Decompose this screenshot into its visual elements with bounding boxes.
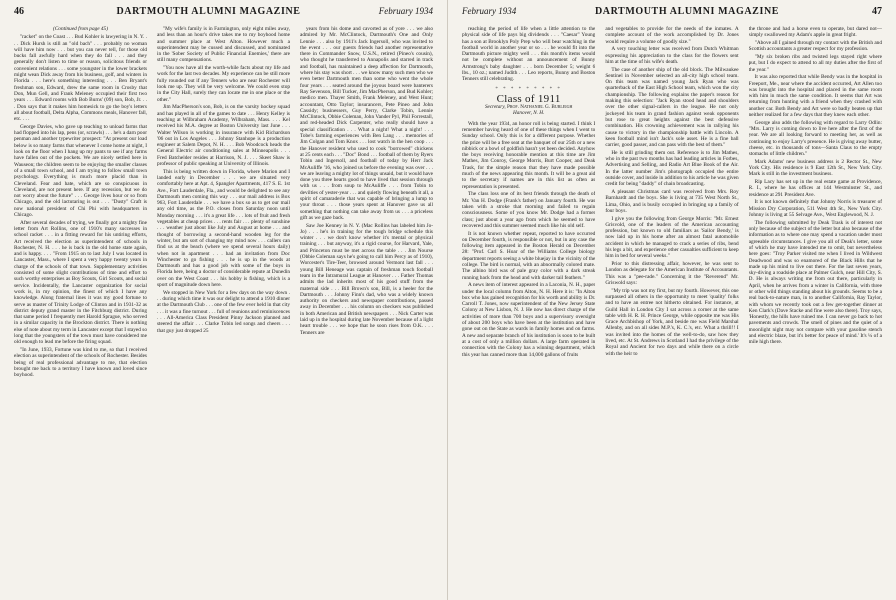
page-number: 47 [872,6,882,17]
paragraph: "Above all I gained through my contact with the British and Scottish accountants a greater respect for my profession. [748,39,882,53]
right-page [448,0,896,600]
issue-date: February 1934 [462,6,517,16]
paragraph: the throne and had a horse even to operate, but dared not—simply swallowed my Adam's apple in great fright. [748,26,882,39]
paragraph: After several decades of trying, we finally got a mighty fine letter from Art Rollins, one of 1910's many successes in school racket . . . in a fitting reward for his untiring efforts, Art received the election as superintendent of schools in Rochester, N. H. . . . he is back in the old home state again, and is happy. . . . "From 1915 on to last July I was located in Lancaster, Mass., where I spent a very happy twenty years in charge of the schools of that town. Supplementary activities consisted of some slight contributions of time and effort to such worthy enterprises as Boy Scouts, Girl Scouts, and social service. Incidentally, the Lancaster organization for social work is, in my opinion, the finest of which I have any knowledge. Along fraternal lines it was my good fortune to serve as master of Trinity Lodge of Clinton and in 1931-32 as district deputy grand master in the Fitchburg district. During that same period I frequently met Harold Sprague, who served in a similar capacity in the Brockton district. There is nothing else of note about my term in Lancaster except that I stayed so long that the youngsters of the town must have considered me old enough to lead me before the firing squad. [14,219,147,346]
left-page-columns [14,26,433,598]
text-column [749,26,882,598]
paragraph: "You now have all the worth-while facts about my life and work for the last two decades. My experience can be still more fully rounded out if any Tenners who are near Rochester will look me up. They will be very welcome. We could even stop in the City Hall, surely they can locate me in one place or the other." [157,65,290,103]
paragraph: This is being written down in Florida, where Marion and I landed early in December . . . we are situated very comfortably here at Apt. 4, Spangler Apartments, 417 S. E. 1st Ave., Fort Lauderdale, Fla., and would be delighted to see any Dartmouth men coming this way . . . our mail address is Box 963, Fort Lauderdale . . . we have a box so as to get our mail any old time, as the P.O. closes from Saturday noon until Monday morning . . . it's a great life . . . lots of fruit and fresh vegetables at cheap prices . . . rents fair . . . plenty of sunshine . . . weather just about like July and August at home . . . and thought of borrowing a second-hand wooden leg for the winter, but am sort of changing my mind now . . . callers can find us at the beach (where we spend several hours daily) when not in apartment . . . had an invitation from Doc Winchester to go fishing . . . he is up in the woods at Dartmouth and has a good job with some of the boys in Florida here, being a doctor of considerable repute at Dunedin over on the West Coast . . . his hobby is fishing, which is a sport of magnitude down here. [157,168,290,289]
paragraph: It is not known definitely that Johnny Norris is treasurer of Mission Dry Corporation, 511 West 4th St., New York City. Johnny is living at 55 Selvage Ave., West Englewood, N. J. [748,199,882,219]
paragraph: George also adds the following with regard to Larry Odlin: "Mrs. Larry is coming down to live here after the first of the year. We are all looking forward to meeting her, as well as continuing to enjoy Larry's presence. He is giving away butter, cheese, etc. in thousands of tons—Santa Claus to the empty stomachs of little children." [748,119,882,158]
paragraph: Prior to this distressing affair, however, he was sent to London as delegate for the American Institute of Accountants. This was a "pee-rade." Concerning it the "Reverend" Mr. Griswold says: [605,261,739,286]
secretary-name: Prof. Nathaniel G. Burleigh [506,104,573,111]
class-secretary [462,104,595,116]
paragraph: It is not known whether repeat, reported to have occurred on December fourth, is responsible or not, but in any case the following item appeared in the Boston Herald on December 28: "Prof. Carl S. Hoar of the Williams College biology department reports seeing a white bluejay in the vicinity of the college. The bird is normal, with an abnormally colored mate. The albino bird was of pale gray color with a dark streak running back from the head and with darker tail feathers." [462,230,596,281]
paragraph: George Davies, who gave up teaching to unload farms that had flopped into his lap, pens (or, scrawls) . . . he's a darn poor penman and another typewriter prospect: "At present our load below is so many farms that whenever I come home at night, I look on the floor when I hang up my pants to see if any farms have fallen out of the pockets. We are nicely settled here in Wauseon; the children seem to be enjoying the smaller classes of a small town school, and I am trying to follow small town psychology. Everything is much more placid than in Cleveland. Fear and hate, which are so conspicuous in Cleveland, are not present here. If any recession, but we do not worry about the future" . . . George lives hour or so from Chicago, and the old lactutaring is out . . . "Dusty" Craft is now national president of Chi Phi with headquarters in Chicago. [14,123,147,218]
paragraph: "My six broken ribs and twisted legs stayed right where put, but I do expect to attend to all my duties after the first of the year." [748,53,882,73]
paragraph: It was also reported that while Bendy was in the hospital in Freeport, Me., near where the accident occurred, Art Allen too was brought into the hospital and placed in the same room with him in much the same condition. It seems that Art was returning from hunting with a friend when they crashed with another car. Both Bendy and Art were so badly beaten up that neither realized for a few days that they knew each other. [748,74,882,119]
paragraph: A news item of interest appeared in a Laconia, N. H., paper under the local column from Alton, N. H. Here it is: "In Alton box who has gained recognition for his worth and ability is Dr. Carroll T. Jones, now superintendent of the New Jersey State Colony at New Lisbon, N. J. He now has direct charge of the activities of more than 700 boys and a supervisory oversight of about 200 boys who have been at the institution and have gone out on the State as wards in family homes and on farms. A new and separate branch of his institution is soon to be built at a cost of only a million dollars. A large farm operated in connection with the Colony has a winning department, which this year has canned more than 14,000 gallons of fruits [462,282,596,358]
paragraph: Jim MacPherson's son, Bob, is on the varsity hockey squad and has played in all of the games to date . . . Henry Kelley is teaching at Wilbraham Academy, Wilbraham, Mass. . . . Kel received his M.A. degree at Boston University last June . . . Walter Wilson is working in insurance with Kid Richardson '06 out in Los Angeles . . . Johnny Stanhope is a production engineer at Salem Depot, N. H. . . . Bob Woodcock heads the General Electric air conditioning sales at Minneapolis . . . Fred Batchelder resides at Harrison, N. J. . . . Skeet Shaw is professor of public speaking at University of Illinois. [157,104,290,168]
text-column [605,26,738,598]
paragraph: "My trip was not my first, but my fourth. However, this one surpassed all others in the opportunity to meet 'quality' folks and to have an entree not hitherto obtained. For instance, at Guild Hall in London City I sat across a corner at the same table with H. R. H. Prince George, while opposite me was His Grace Archbishop of York, and beside me was Field Marshal Allenby, and on all sides M.P.'s, K. C.'s, etc. What a thrill!! I was invited into the homes of the well-to-do, saw how they lived, etc. At St. Andrews in Scotland I had the privilege of the Royal and Ancient for two days and while there on a circle with the heir to [605,287,739,357]
secretary-label: Secretary, [484,104,506,111]
paragraph: "In June, 1933, Fortune was kind to me, so that I received election as superintendent of the schools of Rochester. Besides being of real professional advantage to me, that election brought me back to a territory I have known and loved since boyhood. [14,347,147,379]
paragraph: Saw Joe Kenney in N. Y. (Mac Rollins has labeled him Jo-Jo) . . . he's in training for the tough bridge schedule this winter . . . we don't know whether it's mental or physical training . . . but anyway, it's a rigid course, for Harvard, Yale, and Princeton must be met across the table . . . Jim Nourse (Obbie Coleman says he's going to call him Percy as of 1910), Worcester's Tire-Teer, browsed around Vermont last fall . . . young Bill Heneage was captain of freshman touch football team in the Intramural League at Hanover . . . Father Thomas admits the lad inherits most of his good stuff from the maternal side . . . Bill Brown's son, Bill, is a heeler for the Dartmouth . . . Johnny Finn's dad, who was a widely known authority on checkers and newspaper contributions, passed away in December . . . his column on checkers was published in both American and British newspapers . . . Nick Carter was laid up in the hospital during late November because of a light heart trouble . . . we hope that he soon rises from O.K. . . . Tenners are [300,222,433,336]
left-page-header [14,6,433,22]
paragraph: The case of another ship of the old block. The Milwaukee Sentinel in November selected an all-city high school team. On this team was named young Jack Ryan who was quarterback of the East High School team, which won the city championship. The following explains the paper's reason for making this selection: "Jack Ryan stood head and shoulders over the other signal-callers in the league. He not only jockeyed his team in grand fashion against weak opponents but rose to great heights against the best defensive combination. His crowning achievement was in rallying his cause to victory in the championship battle with Lincoln. A keen football mind isn't Jack's sole asset. He is a fine ball carrier, good passer, and can pass with the best of them." [605,66,739,149]
paragraph: The following submitted by Deak Trask is of interest not only because of the subject of the letter but also because of the information as to where one may spend a vacation under most agreeable circumstances. I give you all of Deak's letter, some of which he may have intended me to omit, but nevertheless here goes: "Troy Parker visited me when I lived in Wildwest Deadwood and was so enamored of the Black Hills that he made up his mind to live out there. For the last seven years, sky-diving a roadside place at Palmer Gulch, near Hill City, S. D. He is always writing me from out there, particularly in April, when he arrives from a winter in California, with three or other wild things standing about his grounds. Seems to be a real back-to-nature man, in to another California, Ray Taylor, with whom we recently took out a few get-together dinner at Ken Clark's (Dave Stacke and fine were also there). Troy says, 'Honestly, the hills have ruined me. I can never go back to hot pavements and crowds. The smell of pines and the quiet of a moonlight night may not compare with your gasoline stench and electric blaze, but it's better for peace of mind.' It's ¼ of a mile high there. [748,219,882,346]
paragraph: Mark Adams' new business address is 2 Rector St., New York City. His residence is 9 East 12th St., New York City. Mark is still in the investment business. [748,158,882,178]
secretary-place: Hanover, N. H. [513,110,545,117]
page-number: 46 [14,6,24,17]
magazine-title: DARTMOUTH ALUMNI MAGAZINE [594,6,780,17]
paragraph: With the year 1934, an honor roll is being started. I think I remember having heard of one of these things when I went to Sunday school. Only this is for a different purpose. Whether the prize will be a free seat at the banquet of our 25th or a new nibbick or a bowl of goldfish hasn't yet been decided. Anyhow the boys receiving honorable mention at this time are Jim Mathes, Jim Conroy, George Morris, Burt Cooper, and Deak Trask, for the simple reason that they have made possible much of the news appearing this month. It will be a great aid to the secretary if names are in this list as often as representation is presented. [462,120,596,190]
paragraph: A very touching letter was received from Dutch Whitman expressing his appreciation to the class for the flowers sent him at the time of his wife's death. [605,46,739,65]
class-heading: Class of 1911 [496,92,561,105]
paragraph: We stopped in New York for a few days on the way down . . . during which time it was our delight to attend a 1910 dinner at the Dartmouth Club . . . one of the few ever held in that city . . . it was a fine turnout . . . full of reunions and reminiscences . . . All-America Class President Pinny Jackson planned and steered the affair . . . Clarke Tobin led songs and cheers . . . that guy just dropped 25 [157,289,290,334]
magazine-title: DARTMOUTH ALUMNI MAGAZINE [116,6,301,17]
issue-date: February 1934 [378,6,433,16]
paragraph: He is still grinding them out. Reference is to Jim Mathes, who in the past two months has had leading articles in Forbes, Advertising and Selling, and Radio Art Blue Book of the Air. In the latter number Jim's photograph occupied the entire outside cover, and inside in addition to his article he was given credit for being "daddy" of chain broadcasting. [605,149,739,188]
right-page-columns [462,26,882,598]
paragraph: The class loss one of its best friends through the death of Mr. Van H. Dodge (Frank's father) on January fourth. He was taken with a stroke that morning and failed to regain consciousness. Some of you know Mr. Dodge had a former class; just about a year ago from which he seemed to have recovered and this summer seemed much like his old self. [462,191,596,229]
text-column [14,26,147,598]
paragraph: A pleasant Christmas card was received from Mrs. Roy Barnhardt and the boys. She is living at 735 West North St., Lima, Ohio, and is busily occupied in bringing up a family of four boys. [605,188,739,214]
paragraph: and vegetables to provide for the needs of the inmates. A complete account of the work accomplished by Dr. Jones would require a volume of goodly size." [605,26,739,45]
text-column [157,26,290,598]
paragraph: "My wife's family is in Farmington, only eight miles away, and less than an hour's drive takes me to my boyhood home and summer place at West Alton. However much a superintendent may be cussed and discussed, and nominated in the 'Sober Society of Public Financial Enemies,' there are still many compensations. [157,26,290,64]
paragraph: reaching the period of life when a little attention to the physical side of life pays big dividends . . . "Caesar" Young has a son at Brooklyn Poly Prep who will bear watching in the football world in another year or so . . . he would fit into the Dartmouth picture mighty well . . . this month's items would not be complete without an announcement of Bunny Armstrong's baby daughter . . . born December 5; weight 6 lbs., 10 oz.; named Judith . . . Leo reports, Bunny and Boston Tenners still celebrating. [462,26,596,83]
text-column [300,26,433,598]
text-column [462,26,595,598]
right-page-header [462,6,882,22]
paragraph: years from his dome and cavorted as of yore . . . we also admired by Mr. McClintock, Dartmouth's One and Only Lennie . . . also by 1911's Jack Ingersoll, who was invited to the event . . . our guests friends had another representative there in Commander Snow, U.S.N., retired (Pineo's cousin), who thought he transferred to Annapolis and starred in track and football, has maintained a deep affection for Dartmouth, where his stay was short . . . we know many such men who we even better Dartmouth men than some who went the whole four years . . . seated around the joyous board were banterers Ray Sevenson, Bill Tucker, Jim MacPherson, and Bud Kohler; medico men. Thayer Smith, Frank Meleney, and West Hunt; accountant, Otto Taylor; insurancers, Pete Pineo and John Cassidy; businessers, Guy Perry, Clarke Tobin, Lennie McClintock, Obbie Coleman, John Vander Pyl, Phil Forrestall, and red-headed Dick Carpenter, who really should have a special classification . . . What a night! What a night! . . . Tobe's farming experiences with Ben Lang . . . memories of Jim Colgan and Tom Knox . . . lost watch in the hen coop . . . the Hanover resident who used to cook "borrowed" chickens at 25 cents each . . . "Doc" Bond . . . football of them by Ryers Tobin and Ingersoll, and football of today by Herr Jack McAuliffe '16, who joined us before the evening was over . . . we are leaving a mighty lot of things unsaid, but it would have done you three hearts good to have lived that session through with us . . . from soup to McAuliffe . . . from Tobin to devilties of yester-year . . . and quietly flowing beneath it all, a spirit of camaraderie that was capable of bringing a lump to your throat . . . those years spent at Hanover gave us all something that nothing can take away from us . . . a priceless gift as we gaze back. [300,26,433,221]
section-divider: * * * * * * * * * [495,86,562,92]
paragraph: Rip Lacy has set up in the real estate game at Providence, R. I., where he has offices at 144 Westminster St., and residence at 291 President Ave. [748,179,882,198]
paragraph: "racket" on the Coast . . . Bud Kohler is lawyering in N. Y. . . . Dick Hursh is still an "old bach" . . . probably no woman will have him now . . . but you can never tell, for those old bucks fall awfully hard when they do fall . . . and they generally don't listen to time or reason, solicitous friends or convenient relations . . . some youngster in the lower brackets might wean Dick away from his business, golf, and winters in Florida . . . here's something interesting . . . Ben Bryant's freshman son, Edward, drew the same room in Crosby that Don, Mun Gell, and Frank Meleney occupied their first two years . . . Edward rooms with Bob Burns' (09) son, Bob, Jr. . . . Don says that it makes him homesick to go the boy's letters all about football, Delta Alpha, Commons meals, Hanover fall, etc. . . . [14,34,147,123]
continued-note: (Continued from page 45) [53,26,108,32]
paragraph: I give you the following from George Morris: "Mr. Ernest Grisvold, one of the leaders of the American accounting profession, but known to old familiars as 'Sailor Bendy,' is now laid up in his home after an almost fatal automobile accident in which he managed to crack a series of ribs, bend his legs a bit, and experience other casualties sufficient to keep him in bed for several weeks." [605,215,739,260]
